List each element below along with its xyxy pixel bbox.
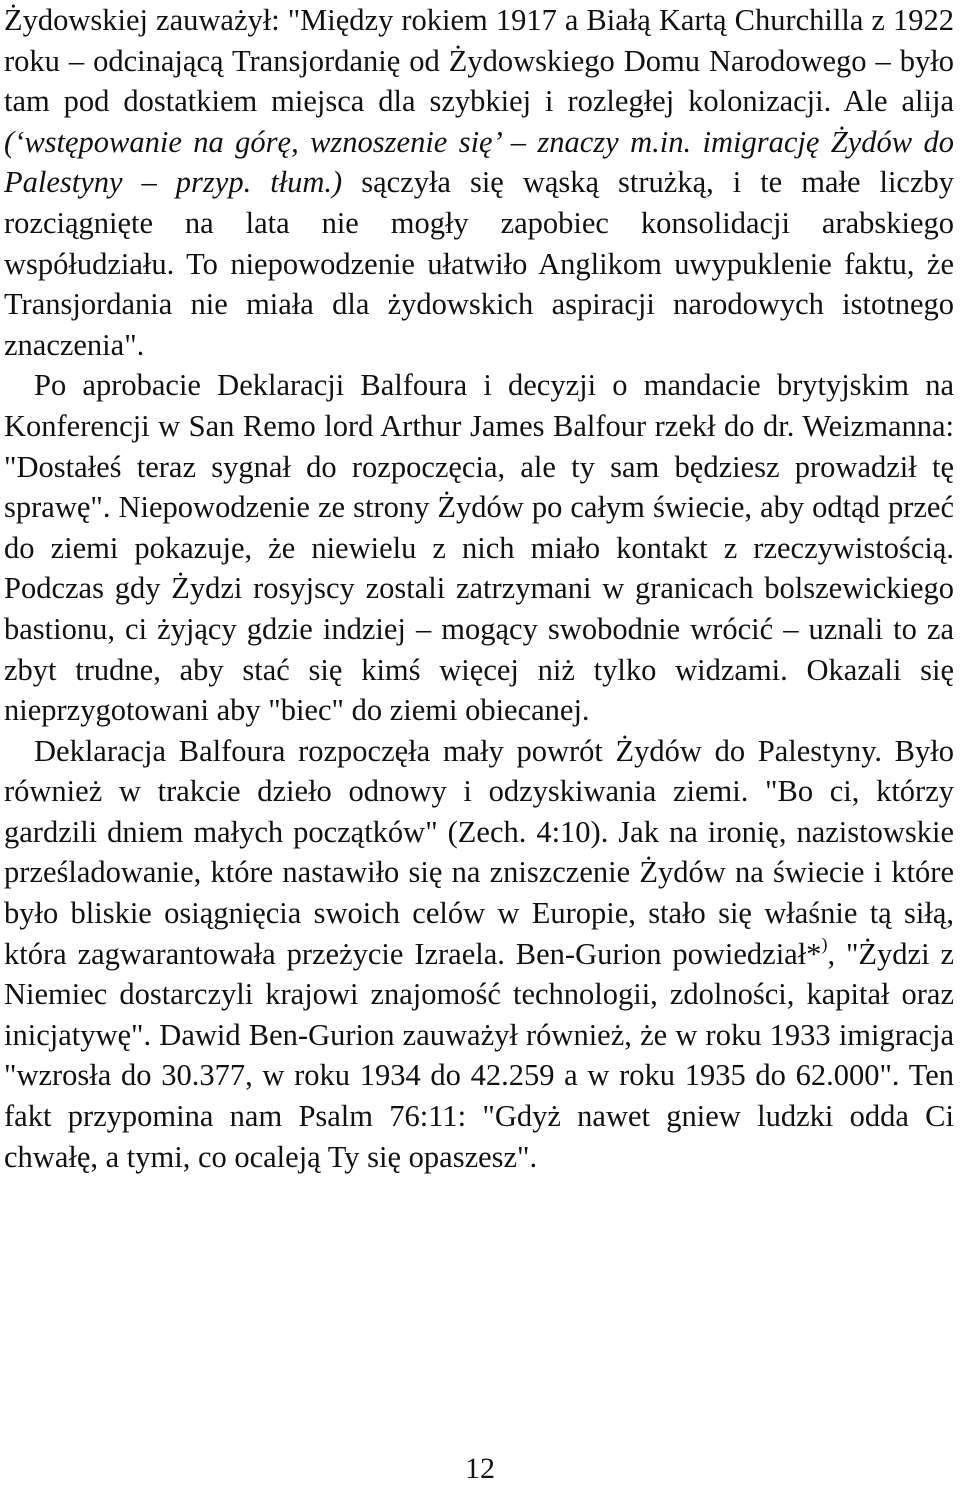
paragraph-1-text: Żydowskiej zauważył: "Między rokiem 1917 a Białą Kartą Churchilla z 1922 roku – odcinającą Transjordanię od Żydowskiego Domu Narodowego – było tam pod dostatkiem miejsca dla szybkiej i rozległej kolonizacji. Ale alija (4, 3, 954, 119)
paragraph-3-text-cont: , "Żydzi z Niemiec dostarczyli krajowi znajomość technologii, zdolności, kapitał oraz inicjatywę". Dawid Ben-Gurion zauważył również, że w roku 1933 imigracja "wzrosła do 30.377, w roku 1934 do 42.259 a w roku 1935 do 62.000". Ten fakt przypomina nam Psalm 76:11: "Gdyż nawet gniew ludzki odda Ci chwałę, a tymi, co ocaleją Ty się opaszesz". (4, 936, 954, 1174)
translator-note: (‘wstępowanie na górę, wznoszenie się’ – znaczy m.in. imigrację Żydów do Palestyny – przyp. tłum.) (4, 124, 954, 200)
paragraph-3-text: Deklaracja Balfoura rozpoczęła mały powrót Żydów do Palestyny. Było również w trakcie dzieło odnowy i odzyskiwania ziemi. "Bo ci, którzy gardzili dniem małych początków" (Zech. 4:10). Jak na ironię, nazistowskie prześladowanie, które nastawiło się na zniszczenie Żydów na świecie i które było bliskie osiągnięcia swoich celów w Europie, stało się właśnie tą siłą, która zagwarantowała przeżycie Izraela. Ben-Gurion powiedział* (4, 733, 954, 971)
paragraph-2: Po aprobacie Deklaracji Balfoura i decyzji o mandacie brytyjskim na Konferencji w San Remo lord Arthur James Balfour rzekł do dr. Weizmanna: "Dostałeś teraz sygnał do rozpoczęcia, ale ty sam będziesz prowadził tę sprawę". Niepowodzenie ze strony Żydów po całym świecie, aby odtąd przeć do ziemi pokazuje, że niewielu z nich miało kontakt z rzeczywistością. Podczas gdy Żydzi rosyjscy zostali zatrzymani w granicach bolszewickiego bastionu, ci żyjący gdzie indziej – mogący swobodnie wrócić – uznali to za zbyt trudne, aby stać się kimś więcej niż tylko widzami. Okazali się nieprzygotowani aby "biec" do ziemi obiecanej. (4, 368, 954, 728)
page-number: 12 (465, 1452, 495, 1485)
footnote-marker: ) (821, 933, 828, 954)
document-page (4, 0, 954, 1177)
paragraph-1-text-cont: sączyła się wąską strużką, i te małe liczby rozciągnięte na lata nie mogły zapobiec konsolidacji arabskiego współudziału. To niepowodzenie ułatwiło Anglikom uwypuklenie faktu, że Transjordania nie miała dla żydowskich aspiracji narodowych istotnego znaczenia". (4, 165, 955, 362)
paragraph-3 (4, 731, 954, 1178)
paragraph-1 (4, 0, 954, 365)
